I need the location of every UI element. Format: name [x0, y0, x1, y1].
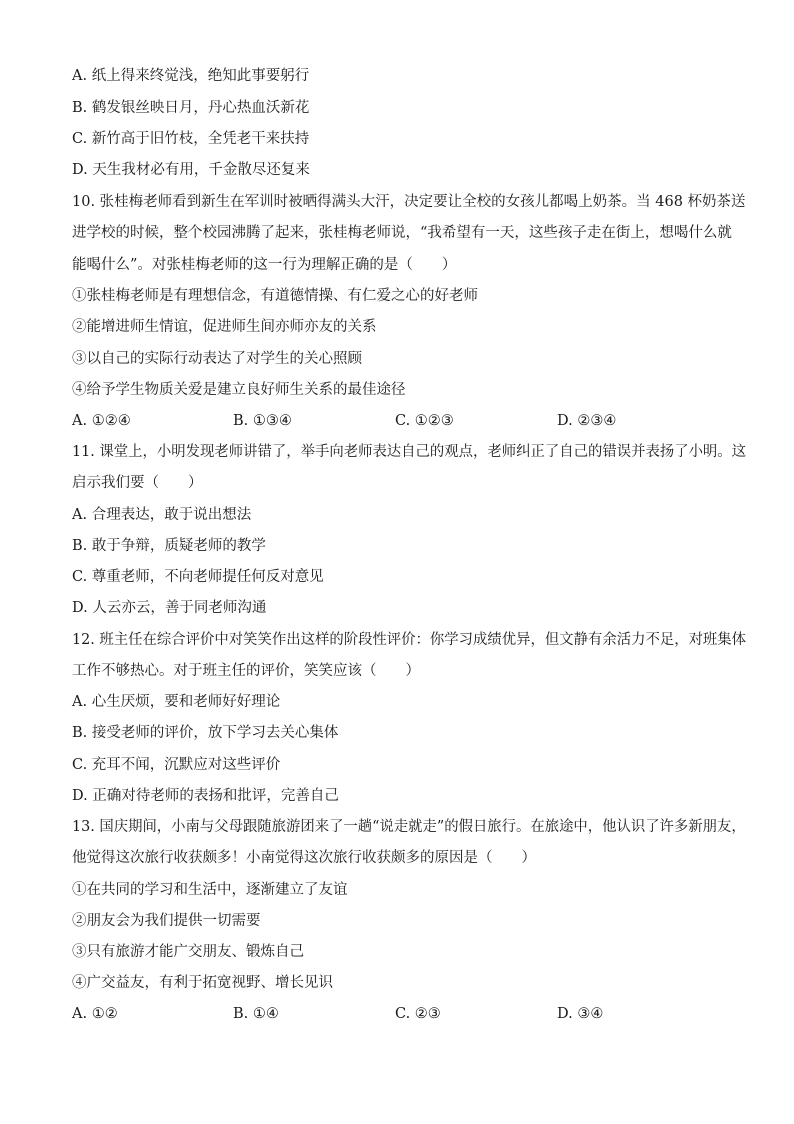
q13-statement-2: ②朋友会为我们提供一切需要: [72, 913, 261, 929]
q13-option-b: B. ①④: [233, 1006, 279, 1022]
q11-option-c: C. 尊重老师，不向老师提任何反对意见: [72, 569, 324, 585]
q13-option-d: D. ③④: [557, 1006, 604, 1022]
q13-option-a: A. ①②: [72, 1006, 118, 1022]
q10-statement-3: ③以自己的实际行动表达了对学生的关心照顾: [72, 351, 362, 367]
q12-stem-line-2: 工作不够热心。对于班主任的评价，笑笑应该（ ）: [72, 663, 420, 679]
q11-option-d: D. 人云亦云，善于同老师沟通: [72, 600, 267, 616]
q13-statement-4: ④广交益友，有利于拓宽视野、增长见识: [72, 975, 333, 991]
q11-option-a: A. 合理表达，敢于说出想法: [72, 507, 252, 523]
q12-option-a: A. 心生厌烦，要和老师好好理论: [72, 694, 281, 710]
q13-stem-line-1: 13. 国庆期间，小南与父母跟随旅游团来了一趟“说走就走”的假日旅行。在旅途中，他认识了许多新朋友，: [72, 819, 746, 835]
q10-stem-line-3: 能喝什么”。对张桂梅老师的这一行为理解正确的是（ ）: [72, 257, 457, 273]
q12-option-c: C. 充耳不闻，沉默应对这些评价: [72, 757, 281, 773]
q13-statement-3: ③只有旅游才能广交朋友、锻炼自己: [72, 944, 304, 960]
q12-stem-line-1: 12. 班主任在综合评价中对笑笑作出这样的阶段性评价：你学习成绩优异，但文静有余活力不足，对班集体: [72, 632, 747, 648]
q10-option-d: D. ②③④: [557, 413, 617, 429]
q12-option-d: D. 正确对待老师的表扬和批评，完善自己: [72, 788, 339, 804]
q12-option-b: B. 接受老师的评价，放下学习去关心集体: [72, 725, 339, 741]
q9-option-c: C. 新竹高于旧竹枝，全凭老干来扶持: [72, 131, 310, 147]
q10-stem-line-1: 10. 张桂梅老师看到新生在军训时被晒得满头大汗，决定要让全校的女孩儿都喝上奶茶。当 468 杯奶茶送: [72, 194, 746, 210]
q13-statement-1: ①在共同的学习和生活中，逐渐建立了友谊: [72, 882, 348, 898]
q11-stem-line-2: 启示我们要（ ）: [72, 475, 203, 491]
q10-statement-4: ④给予学生物质关爱是建立良好师生关系的最佳途径: [72, 382, 406, 398]
q11-stem-line-1: 11. 课堂上，小明发现老师讲错了，举手向老师表达自己的观点，老师纠正了自己的错误并表扬了小明。这: [72, 444, 747, 460]
q9-option-d: D. 天生我材必有用，千金散尽还复来: [72, 162, 310, 178]
q10-option-b: B. ①③④: [233, 413, 292, 429]
q10-statement-1: ①张桂梅老师是有理想信念，有道德情操、有仁爱之心的好老师: [72, 288, 478, 304]
q10-stem-line-2: 进学校的时候，整个校园沸腾了起来，张桂梅老师说，“我希望有一天，这些孩子走在街上，想喝什么就: [72, 225, 732, 241]
q13-stem-line-2: 他觉得这次旅行收获颇多！小南觉得这次旅行收获颇多的原因是（ ）: [72, 850, 536, 866]
q9-option-b: B. 鹤发银丝映日月，丹心热血沃新花: [72, 100, 310, 116]
q13-option-c: C. ②③: [395, 1006, 441, 1022]
q10-option-c: C. ①②③: [395, 413, 454, 429]
q10-statement-2: ②能增进师生情谊，促进师生间亦师亦友的关系: [72, 319, 377, 335]
q11-option-b: B. 敢于争辩，质疑老师的教学: [72, 538, 266, 554]
q9-option-a: A. 纸上得来终觉浅，绝知此事要躬行: [72, 68, 310, 84]
q10-option-a: A. ①②④: [72, 413, 131, 429]
